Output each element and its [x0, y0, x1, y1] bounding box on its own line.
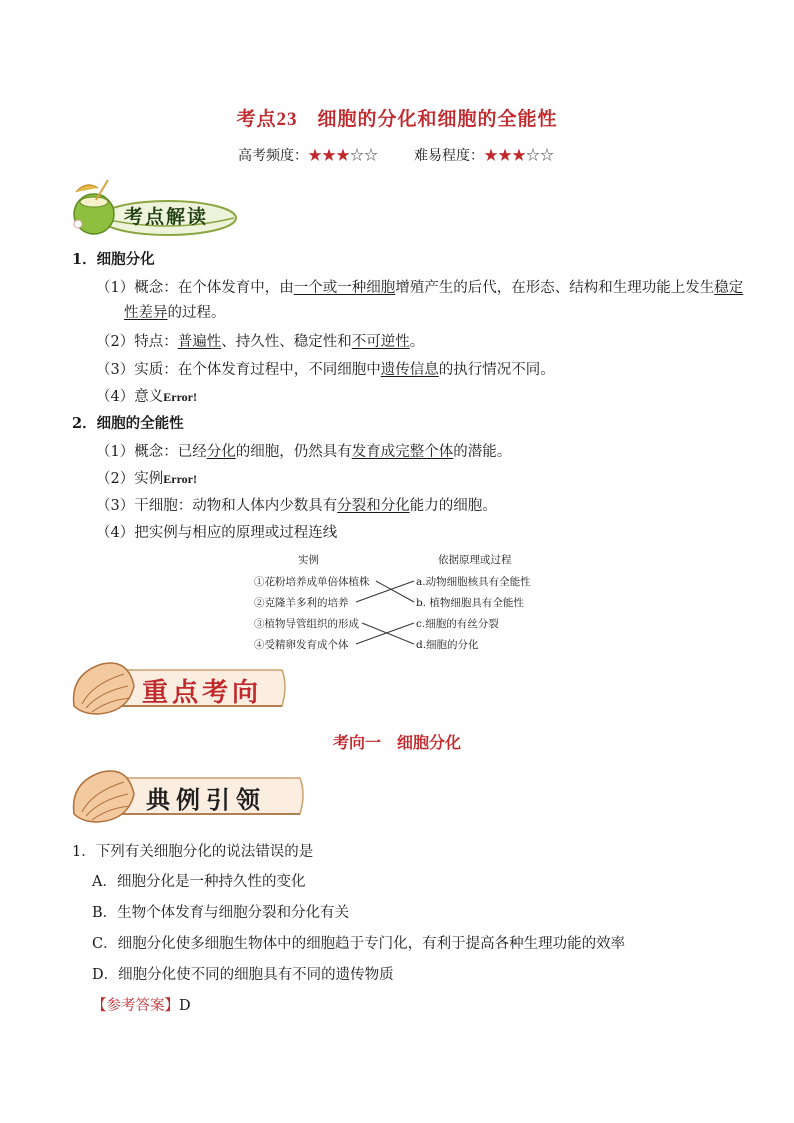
option-b: B．生物个体发育与细胞分裂和分化有关 — [92, 905, 350, 921]
section1-item1: （1）概念：在个体发育中，由一个或一种细胞增殖产生的后代，在形态、结构和生理功能上发生稳定 — [96, 280, 744, 296]
option-a: A．细胞分化是一种持久性的变化 — [92, 874, 306, 890]
error-text: Error! — [163, 390, 197, 404]
section2-item3: （3）干细胞：动物和人体内少数具有分裂和分化能力的细胞。 — [96, 498, 497, 514]
option-c: C．细胞分化使多细胞生物体中的细胞趋于专门化，有利于提高各种生理功能的效率 — [92, 936, 626, 952]
banner-dianli-text: 典例引领 — [146, 785, 266, 814]
section2-item2: （2）实例Error! — [96, 471, 197, 487]
connection-lines — [250, 552, 550, 652]
diagram-left-item: ②克隆羊多利的培养 — [254, 597, 349, 609]
diagram-right-item: b. 植物细胞具有全能性 — [416, 597, 524, 609]
diagram-left-item: ①花粉培养成单倍体植株 — [254, 576, 370, 588]
banner-zhongdian-text: 重点考向 — [142, 678, 263, 708]
answer-value: D — [179, 998, 191, 1014]
error-text: Error! — [163, 472, 197, 486]
reference-answer — [92, 996, 191, 1016]
answer-label: 【参考答案】 — [92, 998, 179, 1014]
option-d: D．细胞分化使不同的细胞具有不同的遗传物质 — [92, 967, 394, 983]
section1-item4: （4）意义Error! — [96, 389, 197, 405]
section1-item2: （2）特点：普遍性、持久性、稳定性和不可逆性。 — [96, 334, 425, 350]
section1-heading: 1．细胞分化 — [72, 251, 155, 268]
banner-kaodian — [68, 178, 238, 242]
section2-heading: 2．细胞的全能性 — [72, 415, 184, 432]
diagram-right-item: a.动物细胞核具有全能性 — [416, 576, 531, 588]
stars-empty: ☆☆ — [350, 148, 378, 164]
banner-dianli — [68, 764, 308, 828]
diagram-left-header: 实例 — [298, 554, 319, 566]
stars-empty: ☆☆ — [526, 148, 554, 164]
title-prefix: 考点 — [236, 108, 277, 130]
diagram-left-item: ④受精卵发育成个体 — [254, 639, 349, 651]
difficulty-rating — [414, 145, 554, 165]
stars-filled: ★★★ — [484, 148, 526, 164]
connector-line — [356, 581, 414, 602]
title-text: 细胞的分化和细胞的全能性 — [317, 108, 558, 130]
stars-filled: ★★★ — [308, 148, 350, 164]
diagram-right-item: c.细胞的有丝分裂 — [416, 618, 499, 630]
matching-diagram — [250, 552, 550, 652]
frequency-rating — [238, 145, 378, 165]
banner-kaodian-text: 考点解读 — [124, 206, 209, 228]
difficulty-label: 难易程度： — [414, 148, 484, 164]
section1-item1-cont: 性差异的过程。 — [124, 305, 226, 321]
section2-item4: （4）把实例与相应的原理或过程连线 — [96, 525, 338, 541]
question-stem: 1．下列有关细胞分化的说法错误的是 — [72, 844, 314, 860]
frequency-label: 高考频度： — [238, 148, 308, 164]
diagram-right-header: 依据原理或过程 — [438, 554, 512, 566]
page-title — [0, 104, 794, 131]
diagram-left-item: ③植物导管组织的形成 — [254, 618, 359, 630]
diagram-right-item: d.细胞的分化 — [416, 639, 479, 651]
difficulty-stars — [484, 148, 554, 164]
section1-item3: （3）实质：在个体发育过程中，不同细胞中遗传信息的执行情况不同。 — [96, 362, 555, 378]
frequency-stars — [308, 148, 378, 164]
title-number: 23 — [276, 109, 298, 130]
section2-item1: （1）概念：已经分化的细胞，仍然具有发育成完整个体的潜能。 — [96, 444, 512, 460]
banner-zhongdian — [68, 656, 290, 720]
section-subheading: 考向一 细胞分化 — [332, 733, 461, 752]
connector-line — [376, 581, 414, 602]
